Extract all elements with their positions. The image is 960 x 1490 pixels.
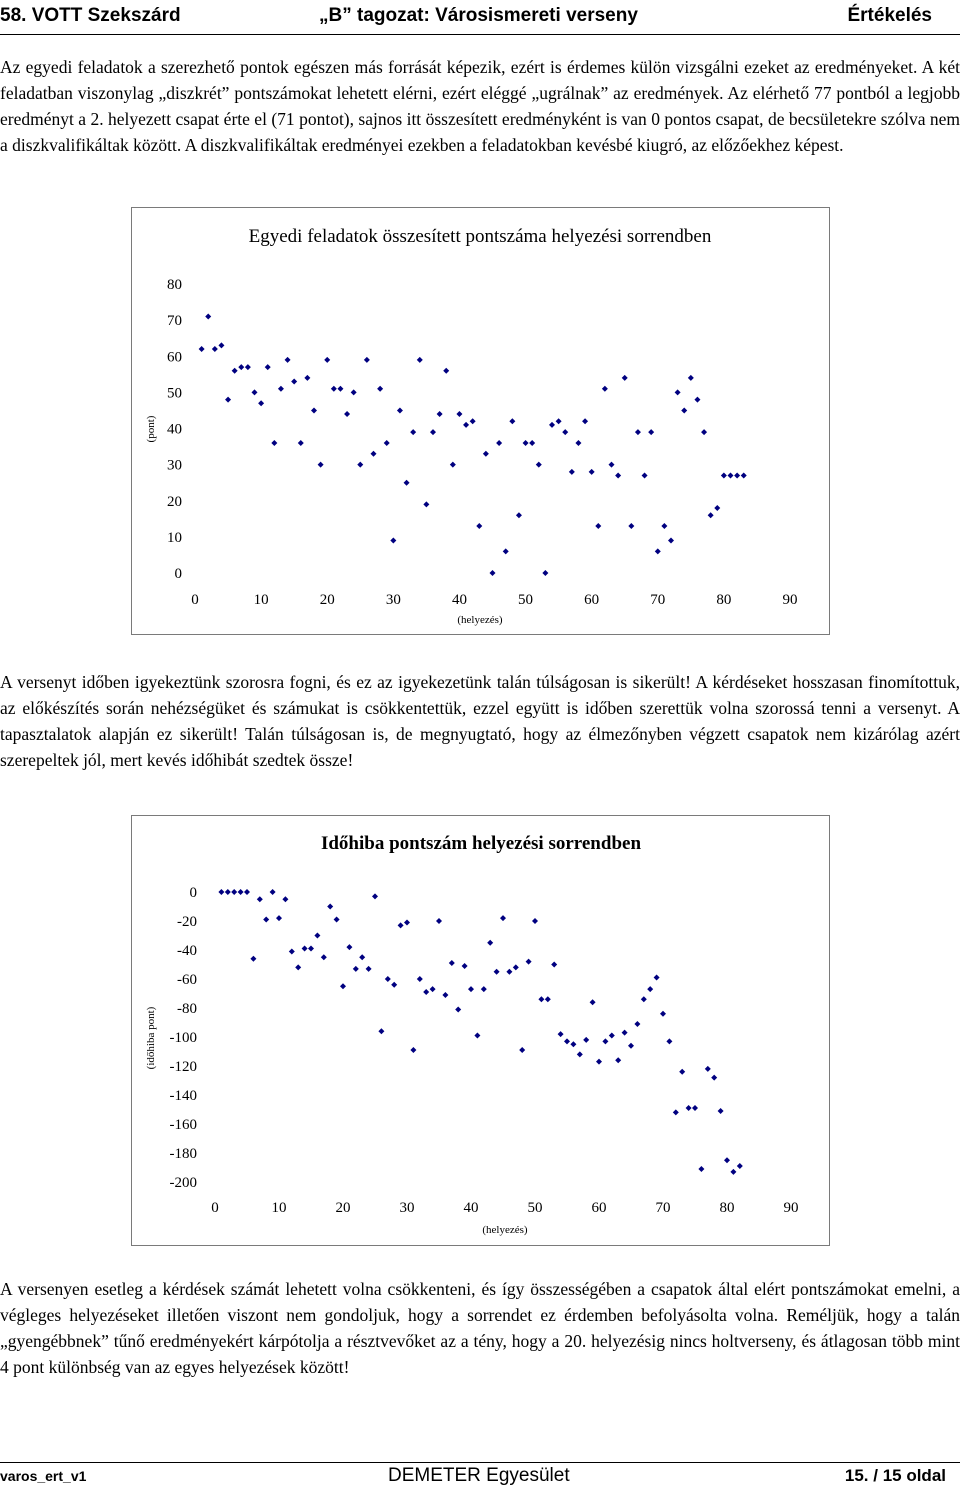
x-tick-label: 0 — [211, 1200, 219, 1216]
data-point-marker — [487, 940, 493, 946]
y-axis-label: (időhiba pont) — [145, 1006, 157, 1070]
y-axis-label: (pont) — [145, 415, 157, 443]
data-point-marker — [622, 1030, 628, 1036]
data-point-marker — [483, 451, 489, 457]
data-point-marker — [298, 440, 304, 446]
data-point-marker — [258, 400, 264, 406]
data-point-marker — [721, 472, 727, 478]
data-point-marker — [304, 375, 310, 381]
data-point-marker — [661, 523, 667, 529]
data-point-marker — [450, 462, 456, 468]
data-point-marker — [245, 364, 251, 370]
data-point-marker — [660, 1011, 666, 1017]
x-tick-label: 30 — [385, 592, 401, 608]
data-point-marker — [648, 429, 654, 435]
data-point-marker — [558, 1031, 564, 1037]
data-point-marker — [615, 1057, 621, 1063]
chart-title: Egyedi feladatok összesített pontszáma helyezési sorrendben — [248, 226, 712, 247]
data-point-marker — [509, 418, 515, 424]
data-point-marker — [692, 1105, 698, 1111]
data-point-marker — [655, 548, 661, 554]
data-point-marker — [675, 389, 681, 395]
data-point-marker — [291, 379, 297, 385]
data-point-marker — [513, 964, 519, 970]
x-tick-label: 20 — [335, 1200, 351, 1216]
data-point-marker — [276, 915, 282, 921]
data-point-marker — [282, 896, 288, 902]
data-point-marker — [263, 917, 269, 923]
y-tick-label: 20 — [167, 493, 182, 510]
data-point-marker — [615, 472, 621, 478]
data-point-marker — [602, 386, 608, 392]
data-point-marker — [384, 440, 390, 446]
data-point-marker — [679, 1069, 685, 1075]
data-point-marker — [334, 917, 340, 923]
data-point-marker — [474, 1033, 480, 1039]
data-point-marker — [357, 462, 363, 468]
data-point-marker — [536, 462, 542, 468]
y-tick-label: -120 — [169, 1059, 197, 1075]
data-point-marker — [430, 986, 436, 992]
data-point-marker — [532, 918, 538, 924]
x-axis-label: (helyezés) — [457, 614, 503, 626]
data-point-marker — [250, 956, 256, 962]
data-point-marker — [694, 397, 700, 403]
data-point-marker — [331, 386, 337, 392]
data-point-marker — [516, 512, 522, 518]
y-tick-label: -60 — [177, 972, 197, 988]
x-tick-label: 10 — [253, 592, 269, 608]
data-point-marker — [285, 357, 291, 363]
data-point-marker — [311, 407, 317, 413]
x-tick-label: 80 — [719, 1200, 735, 1216]
data-point-marker — [252, 389, 258, 395]
data-point-marker — [231, 889, 237, 895]
data-point-marker — [436, 918, 442, 924]
data-point-marker — [344, 411, 350, 417]
page-header — [0, 0, 960, 36]
data-point-marker — [642, 472, 648, 478]
data-point-marker — [318, 462, 324, 468]
data-point-marker — [218, 342, 224, 348]
data-point-marker — [308, 946, 314, 952]
header-category: „B” tagozat: Városismereti verseny — [319, 5, 638, 26]
data-point-marker — [673, 1109, 679, 1115]
header-section: Értékelés — [847, 5, 932, 26]
data-point-marker — [641, 996, 647, 1002]
data-point-marker — [391, 982, 397, 988]
data-point-marker — [711, 1075, 717, 1081]
data-point-marker — [529, 440, 535, 446]
data-point-marker — [205, 314, 211, 320]
data-point-marker — [583, 1037, 589, 1043]
x-axis-label: (helyezés) — [482, 1224, 528, 1236]
data-point-marker — [321, 954, 327, 960]
data-point-marker — [506, 969, 512, 975]
data-point-marker — [628, 523, 634, 529]
data-point-marker — [404, 480, 410, 486]
data-point-marker — [647, 986, 653, 992]
data-point-marker — [602, 1038, 608, 1044]
data-point-marker — [232, 368, 238, 374]
data-point-marker — [724, 1157, 730, 1163]
footer-document-id: varos_ert_v1 — [0, 1468, 87, 1484]
data-point-marker — [681, 407, 687, 413]
data-point-marker — [359, 954, 365, 960]
header-divider — [0, 34, 960, 35]
data-point-marker — [371, 451, 377, 457]
paragraph-conclusion: A versenyen esetleg a kérdések számát lehetett volna csökkenteni, és így összességében a csapatok által elért pontszámokat emelni, a végleges helyezéseket illetően viszont nem gondoljuk, hogy a sorrendet ez érdemben befolyásolta volna. Reméljük, hogy a talán „gyengébbnek” tűnő eredményekért kárpótolja a résztvevőket az a tény, hogy a 20. helyezésig nincs holtverseny, és átlagosan több mint 4 pont különbség van az egyes helyezések között! — [0, 1279, 960, 1377]
data-point-marker — [443, 368, 449, 374]
data-point-marker — [595, 523, 601, 529]
data-point-marker — [257, 896, 263, 902]
data-point-marker — [569, 469, 575, 475]
data-point-marker — [244, 889, 250, 895]
data-point-marker — [582, 418, 588, 424]
data-point-marker — [423, 989, 429, 995]
x-tick-label: 50 — [527, 1200, 543, 1216]
data-point-marker — [701, 429, 707, 435]
footer-organization: DEMETER Egyesület — [388, 1465, 570, 1486]
data-point-marker — [476, 523, 482, 529]
data-point-marker — [366, 966, 372, 972]
data-point-marker — [378, 1028, 384, 1034]
data-point-marker — [734, 472, 740, 478]
data-point-marker — [423, 501, 429, 507]
data-point-marker — [199, 346, 205, 352]
data-point-marker — [417, 357, 423, 363]
x-tick-label: 20 — [319, 592, 335, 608]
data-point-marker — [494, 969, 500, 975]
data-point-marker — [730, 1169, 736, 1175]
data-point-marker — [468, 986, 474, 992]
data-point-marker — [654, 975, 660, 981]
data-point-marker — [634, 1021, 640, 1027]
data-point-marker — [238, 364, 244, 370]
data-point-marker — [538, 996, 544, 1002]
data-point-marker — [737, 1163, 743, 1169]
y-tick-label: -180 — [169, 1146, 197, 1162]
y-tick-label: 60 — [167, 349, 182, 366]
x-tick-label: 70 — [655, 1200, 671, 1216]
data-point-marker — [238, 889, 244, 895]
data-point-marker — [410, 1047, 416, 1053]
y-tick-label: -40 — [177, 943, 197, 959]
data-point-marker — [289, 948, 295, 954]
y-tick-label: -20 — [177, 914, 197, 930]
x-tick-label: 30 — [399, 1200, 415, 1216]
x-tick-label: 50 — [518, 592, 534, 608]
data-point-marker — [442, 992, 448, 998]
data-point-marker — [496, 440, 502, 446]
data-point-marker — [340, 983, 346, 989]
data-point-marker — [628, 1043, 634, 1049]
data-point-marker — [622, 375, 628, 381]
data-point-marker — [503, 548, 509, 554]
data-point-marker — [526, 959, 532, 965]
data-point-marker — [265, 364, 271, 370]
data-point-marker — [545, 996, 551, 1002]
footer-divider — [0, 1462, 960, 1463]
data-point-marker — [351, 389, 357, 395]
data-point-marker — [212, 346, 218, 352]
data-point-marker — [437, 411, 443, 417]
data-point-marker — [705, 1066, 711, 1072]
data-point-marker — [314, 933, 320, 939]
data-point-marker — [417, 976, 423, 982]
data-point-marker — [609, 462, 615, 468]
data-point-marker — [668, 537, 674, 543]
y-tick-label: 70 — [167, 313, 182, 330]
y-tick-label: -140 — [169, 1088, 197, 1104]
data-point-marker — [551, 962, 557, 968]
data-point-marker — [590, 999, 596, 1005]
data-point-marker — [225, 889, 231, 895]
data-point-marker — [519, 1047, 525, 1053]
y-tick-label: -100 — [169, 1030, 197, 1046]
chart-individual-tasks-svg — [132, 208, 829, 634]
y-tick-label: 50 — [167, 385, 182, 402]
data-point-marker — [337, 386, 343, 392]
y-tick-label: 10 — [167, 529, 182, 546]
data-point-marker — [397, 407, 403, 413]
data-point-marker — [463, 422, 469, 428]
y-tick-label: 40 — [167, 421, 182, 438]
x-tick-label: 40 — [451, 592, 467, 608]
y-tick-label: 0 — [189, 885, 197, 901]
header-event-name: 58. VOTT Szekszárd — [0, 5, 181, 26]
x-tick-label: 10 — [271, 1200, 287, 1216]
data-point-marker — [385, 976, 391, 982]
data-point-marker — [481, 986, 487, 992]
data-point-marker — [714, 505, 720, 511]
data-point-marker — [556, 418, 562, 424]
data-point-marker — [728, 472, 734, 478]
data-point-marker — [575, 440, 581, 446]
data-point-marker — [570, 1041, 576, 1047]
data-point-marker — [523, 440, 529, 446]
data-point-marker — [708, 512, 714, 518]
data-point-marker — [218, 889, 224, 895]
data-point-marker — [500, 915, 506, 921]
data-point-marker — [372, 893, 378, 899]
chart-individual-tasks — [131, 207, 830, 635]
data-point-marker — [271, 440, 277, 446]
data-point-marker — [462, 963, 468, 969]
x-tick-label: 60 — [584, 592, 600, 608]
y-tick-label: 30 — [167, 457, 182, 474]
y-tick-label: -80 — [177, 1001, 197, 1017]
x-tick-label: 70 — [650, 592, 666, 608]
data-point-marker — [302, 946, 308, 952]
data-point-marker — [456, 411, 462, 417]
data-point-marker — [225, 397, 231, 403]
y-tick-label: -160 — [169, 1117, 197, 1133]
data-point-marker — [635, 429, 641, 435]
data-point-marker — [430, 429, 436, 435]
data-point-marker — [698, 1166, 704, 1172]
data-point-marker — [564, 1038, 570, 1044]
data-point-marker — [589, 469, 595, 475]
data-point-marker — [455, 1006, 461, 1012]
data-point-marker — [577, 1051, 583, 1057]
data-point-marker — [398, 922, 404, 928]
data-point-marker — [346, 944, 352, 950]
x-tick-label: 80 — [716, 592, 732, 608]
data-point-marker — [490, 570, 496, 576]
data-point-marker — [353, 966, 359, 972]
data-point-marker — [377, 386, 383, 392]
x-tick-label: 90 — [783, 1200, 799, 1216]
paragraph-individual-tasks: Az egyedi feladatok a szerezhető pontok egészen más forrását képezik, ezért is érdemes külön vizsgálni ezeket az eredményeket. A két feladatban viszonylag „diszkrét” pontszámokat lehetett elérni, ezért eléggé „ugrálnak” az eredmények. Az elérhető 77 pontból a legjobb eredményt a 2. helyezett csapat érte el (71 pontot), sajnos itt összesített eredményként is van 0 pontos csapat, de becsületekre szólva nem a diszkvalifikáltak között. A diszkvalifikáltak eredményei ezekben a feladatokban kevésbé kiugró, az előzőekhez képest. — [0, 57, 960, 155]
chart-time-penalty — [131, 815, 830, 1246]
data-point-marker — [549, 422, 555, 428]
data-point-marker — [327, 904, 333, 910]
data-point-marker — [390, 537, 396, 543]
data-point-marker — [324, 357, 330, 363]
data-point-marker — [562, 429, 568, 435]
data-point-marker — [410, 429, 416, 435]
y-tick-label: 0 — [174, 566, 182, 582]
data-point-marker — [741, 472, 747, 478]
data-point-marker — [686, 1105, 692, 1111]
data-point-marker — [449, 960, 455, 966]
x-tick-label: 40 — [463, 1200, 479, 1216]
x-tick-label: 0 — [191, 592, 199, 608]
data-point-marker — [404, 919, 410, 925]
data-point-marker — [666, 1038, 672, 1044]
data-point-marker — [688, 375, 694, 381]
y-tick-label: -200 — [169, 1175, 197, 1191]
footer-page-number: 15. / 15 oldal — [844, 1466, 946, 1485]
data-point-marker — [596, 1059, 602, 1065]
y-tick-label: 80 — [167, 277, 182, 293]
x-tick-label: 90 — [782, 592, 798, 608]
chart-time-penalty-svg — [132, 816, 829, 1245]
x-tick-label: 60 — [591, 1200, 607, 1216]
data-point-marker — [542, 570, 548, 576]
data-point-marker — [278, 386, 284, 392]
data-point-marker — [295, 964, 301, 970]
data-point-marker — [470, 418, 476, 424]
page-footer — [0, 1464, 960, 1490]
data-point-marker — [609, 1033, 615, 1039]
data-point-marker — [364, 357, 370, 363]
chart-title: Időhiba pontszám helyezési sorrendben — [320, 833, 642, 854]
paragraph-time-penalty: A versenyt időben igyekeztünk szorosra fogni, és ez az igyekezetünk talán túlságosan is sikerült! A kérdéseket hosszasan finomítottuk, az előkészítés során nehézségüket és számukat is csökkentettük, ezzel együtt is időben szerettük volna szorossá tenni a versenyt. A tapasztalatok alapján ez sikerült! Talán túlságosan is, de megnyugtató, hogy az élmezőnyben végzett csapatok nem kizárólag azért szerepeltek jól, mert kevés időhibát szedtek össze! — [0, 672, 960, 770]
data-point-marker — [718, 1108, 724, 1114]
data-point-marker — [270, 889, 276, 895]
